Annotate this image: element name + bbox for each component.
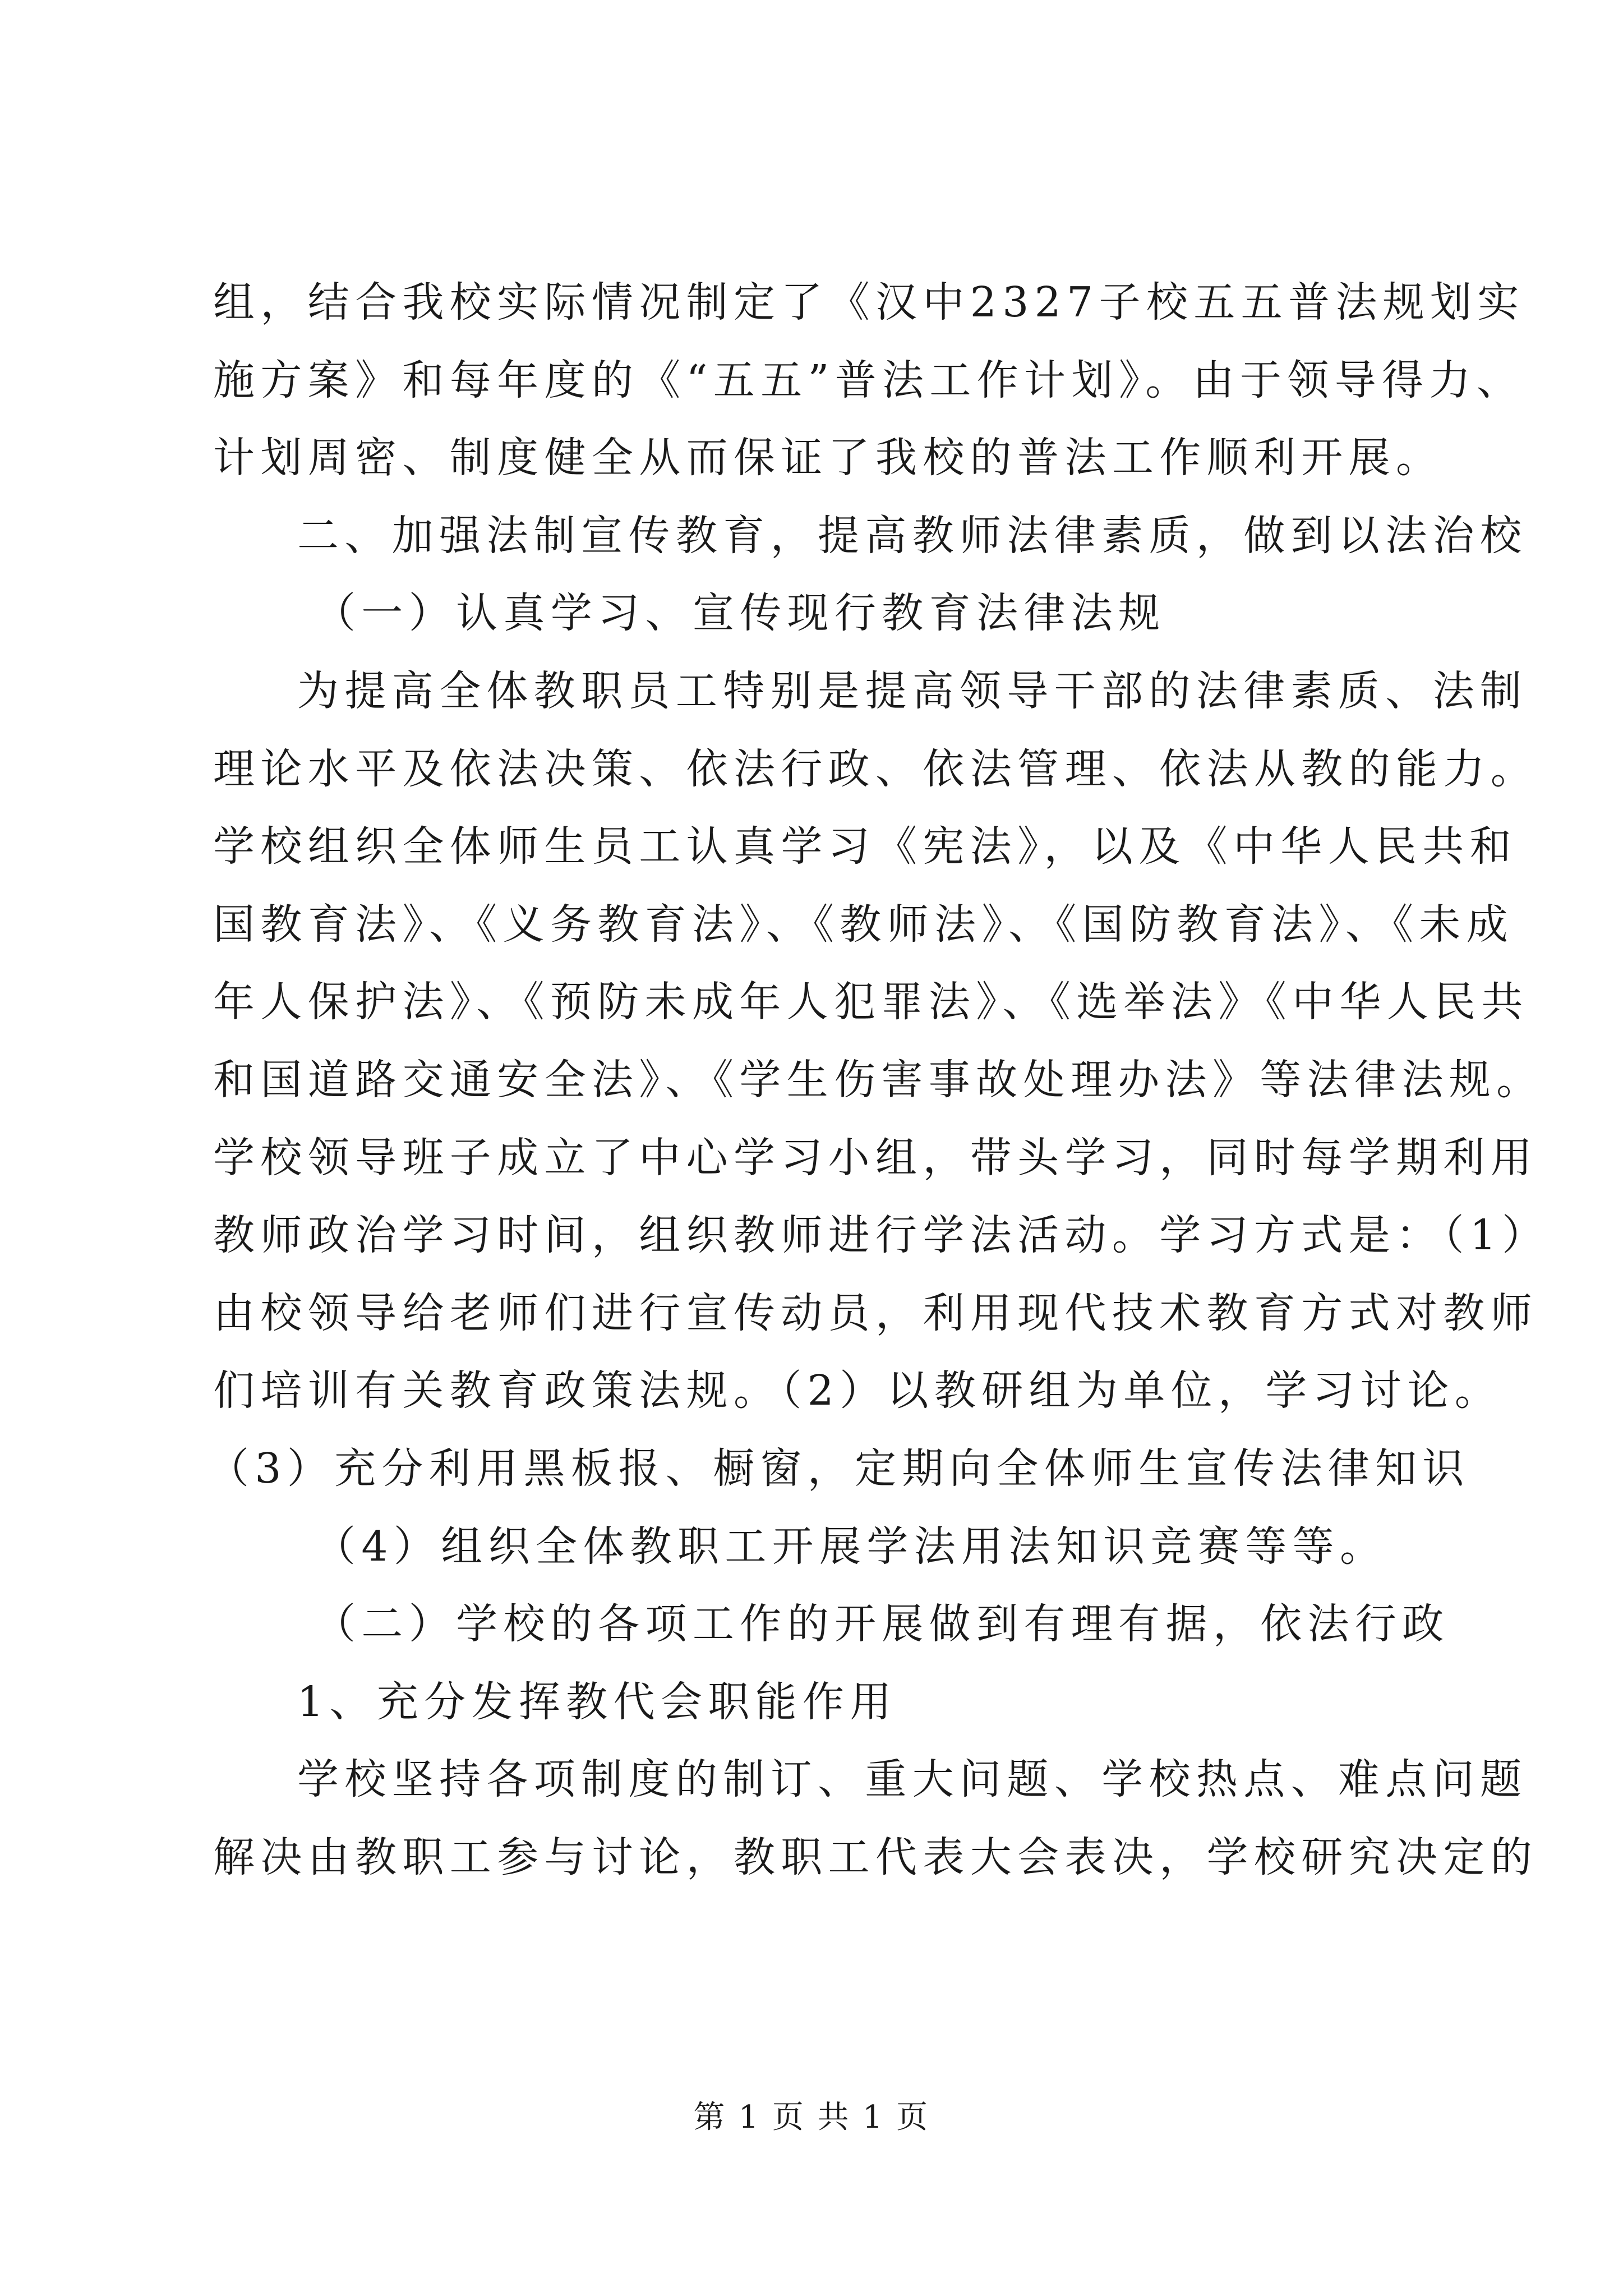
subsection-heading: （一）认真学习、宣传现行教育法律法规 (314, 589, 1166, 638)
text-line: 国教育法》、《义务教育法》、《教师法》、《国防教育法》、《未成 (213, 900, 1514, 949)
text-line: 解决由教职工参与讨论，教职工代表大会表决，学校研究决定的 (213, 1833, 1538, 1881)
section-heading: 二、加强法制宣传教育，提高教师法律素质，做到以法治校 (297, 511, 1528, 560)
text-line: （3）充分利用黑板报、橱窗，定期向全体师生宣传法律知识 (208, 1444, 1470, 1493)
text-line: 年人保护法》、《预防未成年人犯罪法》、《选举法》《中华人民共 (213, 978, 1529, 1027)
text-line: 由校领导给老师们进行宣传动员，利用现代技术教育方式对教师 (213, 1289, 1538, 1337)
subsection-heading: （二）学校的各项工作的开展做到有理有据，依法行政 (314, 1600, 1450, 1649)
text-line: 为提高全体教职员工特别是提高领导干部的法律素质、法制 (297, 666, 1528, 715)
text-line: 学校坚持各项制度的制订、重大问题、学校热点、难点问题 (297, 1755, 1528, 1804)
text-line: 和国道路交通安全法》、《学生伤害事故处理办法》等法律法规。 (213, 1055, 1544, 1104)
text-line: 学校领导班子成立了中心学习小组，带头学习，同时每学期利用 (213, 1133, 1538, 1182)
text-line: （4）组织全体教职工开展学法用法知识竞赛等等。 (314, 1522, 1387, 1571)
text-line: 学校组织全体师生员工认真学习《宪法》，以及《中华人民共和 (213, 822, 1518, 871)
page-number-footer: 第 1 页 共 1 页 (693, 2099, 930, 2136)
item-heading: 1、充分发挥教代会职能作用 (297, 1677, 897, 1726)
text-line: 计划周密、制度健全从而保证了我校的普法工作顺利开展。 (213, 434, 1444, 482)
document-body (208, 264, 1550, 1896)
text-line: 施方案》和每年度的《“五五”普法工作计划》。由于领导得力、 (213, 356, 1524, 404)
text-line: 组，结合我校实际情况制定了《汉中2327子校五五普法规划实 (213, 278, 1525, 326)
text-line: 们培训有关教育政策法规。（2）以教研组为单位，学习讨论。 (213, 1366, 1502, 1415)
text-line: 教师政治学习时间，组织教师进行学法活动。学习方式是：（1） (213, 1211, 1550, 1260)
text-line: 理论水平及依法决策、依法行政、依法管理、依法从教的能力。 (213, 744, 1538, 793)
